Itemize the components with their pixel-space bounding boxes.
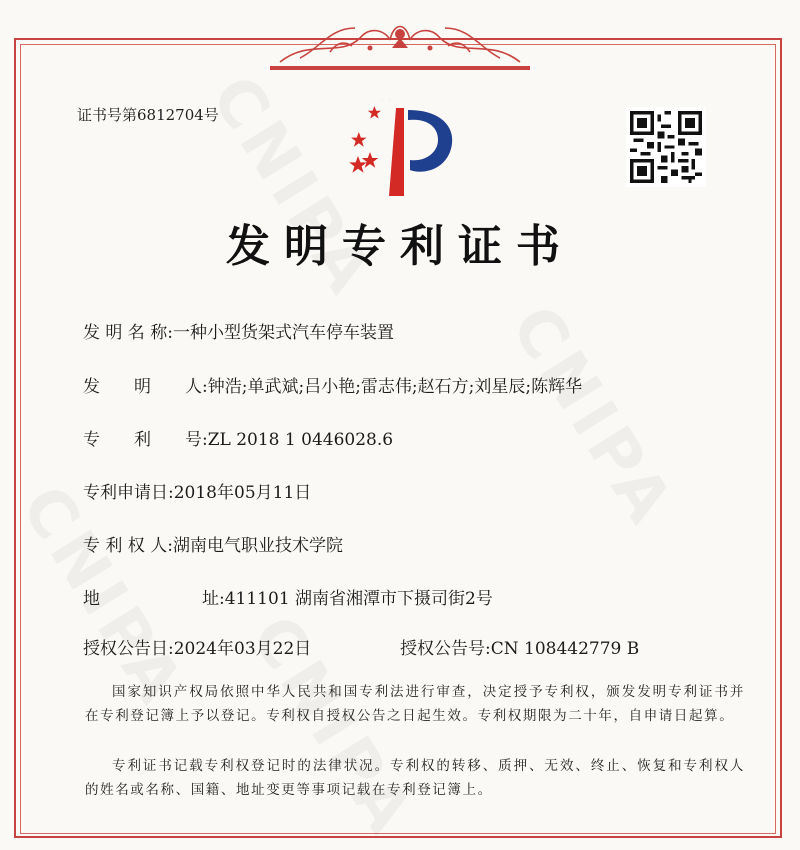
top-ornament — [270, 8, 530, 70]
patent-number-row — [83, 425, 393, 450]
patentee-row — [83, 531, 343, 556]
qr-code — [626, 107, 706, 187]
grant-date-label: 授权公告日: — [83, 639, 174, 659]
patentee-label: 专 利 权 人: — [83, 536, 173, 556]
inventors-value: 钟浩;单武斌;吕小艳;雷志伟;赵石方;刘星辰;陈辉华 — [207, 377, 583, 397]
statement-paragraph-1: 国家知识产权局依照中华人民共和国专利法进行审查，决定授予专利权，颁发发明专利证书并在专利登记簿上予以登记。专利权自授权公告之日起生效。专利权期限为二十年，自申请日起算。 — [85, 684, 745, 724]
qr-code-icon — [630, 111, 702, 183]
grant-number-label: 授权公告号: — [400, 639, 491, 659]
patent-number-label: 专 利 号: — [83, 430, 208, 450]
filing-date-value: 2018年05月11日 — [173, 483, 312, 503]
grant-date-row — [83, 634, 311, 659]
certificate-title: 发明专利证书 — [226, 221, 574, 272]
grant-number-row — [400, 634, 639, 659]
address-value: 411101 湖南省湘潭市下摄司街2号 — [224, 589, 493, 609]
certificate-number: 证书号第6812704号 — [77, 106, 219, 124]
statement-paragraph-2: 专利证书记载专利权登记时的法律状况。专利权的转移、质押、无效、终止、恢复和专利权人的姓名或名称、国籍、地址变更等事项记载在专利登记簿上。 — [85, 758, 745, 798]
patentee-value: 湖南电气职业技术学院 — [172, 536, 343, 556]
address-row — [83, 584, 493, 609]
grant-number-value: CN 108442779 B — [490, 639, 640, 659]
inventors-label: 发 明 人: — [83, 377, 208, 397]
invention-name-value: 一种小型货架式汽车停车装置 — [172, 323, 394, 343]
patent-number-value: ZL 2018 1 0446028.6 — [207, 430, 394, 450]
filing-date-label: 专利申请日: — [83, 483, 174, 503]
cnipa-logo — [334, 100, 470, 204]
invention-name-row — [83, 318, 394, 343]
inventors-row — [83, 372, 582, 397]
address-label: 地 址: — [83, 589, 225, 609]
grant-date-value: 2024年03月22日 — [173, 639, 312, 659]
invention-name-label: 发 明 名 称: — [83, 323, 173, 343]
filing-date-row — [83, 478, 311, 503]
